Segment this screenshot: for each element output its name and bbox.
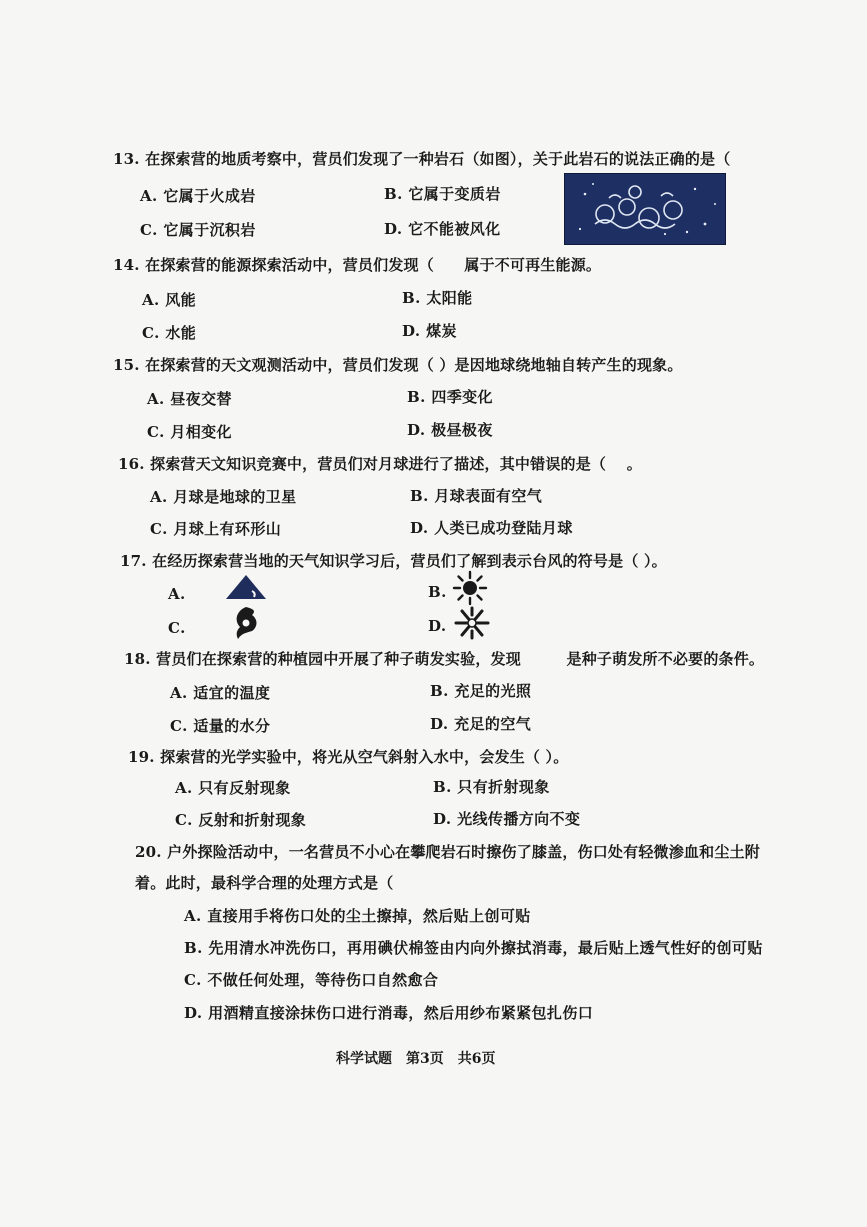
question-13-option-a: A. 它属于火成岩: [140, 187, 256, 205]
question-19-option-c: C. 反射和折射现象: [175, 811, 307, 829]
question-20-stem-line2: 着。此时，最科学合理的处理方式是（: [135, 874, 394, 892]
question-20-option-d: D. 用酒精直接涂抹伤口进行消毒，然后用纱布紧紧包扎伤口: [184, 1004, 594, 1022]
question-19-stem: 19. 探索营的光学实验中，将光从空气斜射入水中，会发生（ ）。: [128, 748, 569, 766]
question-17-option-c: C.: [168, 619, 186, 637]
rock-texture-icon: [565, 174, 725, 244]
question-14-option-d: D. 煤炭: [402, 322, 457, 340]
rock-photo: [564, 173, 726, 245]
page-footer: 科学试题 第3页 共6页: [336, 1051, 496, 1067]
question-13-option-d: D. 它不能被风化: [384, 220, 501, 238]
question-14-option-a: A. 风能: [142, 291, 197, 309]
question-19-option-d: D. 光线传播方向不变: [433, 810, 581, 828]
question-14-stem: 14. 在探索营的能源探索活动中，营员们发现（ 属于不可再生能源。: [113, 256, 602, 274]
sun-icon: [452, 570, 488, 606]
question-20-option-b: B. 先用清水冲洗伤口，再用碘伏棉签由内向外擦拭消毒，最后贴上透气性好的创可贴: [184, 939, 763, 957]
question-19-option-b: B. 只有折射现象: [433, 778, 550, 796]
question-15-option-d: D. 极昼极夜: [407, 421, 493, 439]
question-15-option-b: B. 四季变化: [407, 388, 493, 406]
question-14-option-b: B. 太阳能: [402, 289, 473, 307]
question-15-option-a: A. 昼夜交替: [147, 390, 232, 408]
question-16-option-c: C. 月球上有环形山: [150, 520, 282, 538]
question-16-option-b: B. 月球表面有空气: [410, 487, 543, 505]
question-20-option-a: A. 直接用手将伤口处的尘土擦掉，然后贴上创可贴: [184, 907, 531, 925]
question-16-stem: 16. 探索营天文知识竞赛中，营员们对月球进行了描述，其中错误的是（ 。: [118, 455, 642, 473]
question-18-option-b: B. 充足的光照: [430, 682, 532, 700]
question-15-option-c: C. 月相变化: [147, 423, 232, 441]
question-14-option-c: C. 水能: [142, 324, 197, 342]
question-18-option-a: A. 适宜的温度: [170, 684, 271, 702]
question-17-option-b: B.: [428, 583, 447, 601]
snowflake-icon: [452, 605, 492, 641]
question-20-option-c: C. 不做任何处理，等待伤口自然愈合: [184, 971, 439, 989]
question-15-stem: 15. 在探索营的天文观测活动中，营员们发现（ ）是因地球绕地轴自转产生的现象。: [113, 356, 683, 374]
question-20-stem-line1: 20. 户外探险活动中，一名营员不小心在攀爬岩石时擦伤了膝盖，伤口处有轻微渗血和尘土附: [135, 843, 760, 861]
typhoon-icon: [230, 605, 262, 641]
question-17-option-a: A.: [168, 585, 186, 603]
question-16-option-a: A. 月球是地球的卫星: [150, 488, 297, 506]
question-19-option-a: A. 只有反射现象: [175, 779, 291, 797]
question-17-option-d: D.: [428, 617, 447, 635]
question-17-stem: 17. 在经历探索营当地的天气知识学习后，营员们了解到表示台风的符号是（ ）。: [120, 552, 667, 570]
question-18-option-d: D. 充足的空气: [430, 715, 532, 733]
question-13-option-c: C. 它属于沉积岩: [140, 221, 256, 239]
question-18-stem: 18. 营员们在探索营的种植园中开展了种子萌发实验，发现 是种子萌发所不必要的条件。: [124, 650, 765, 668]
question-18-option-c: C. 适量的水分: [170, 717, 271, 735]
question-13-stem: 13. 在探索营的地质考察中，营员们发现了一种岩石（如图），关于此岩石的说法正确的是（: [113, 150, 731, 168]
question-16-option-d: D. 人类已成功登陆月球: [410, 519, 573, 537]
question-13-option-b: B. 它属于变质岩: [384, 185, 501, 203]
triangle-weather-icon: [224, 573, 268, 601]
